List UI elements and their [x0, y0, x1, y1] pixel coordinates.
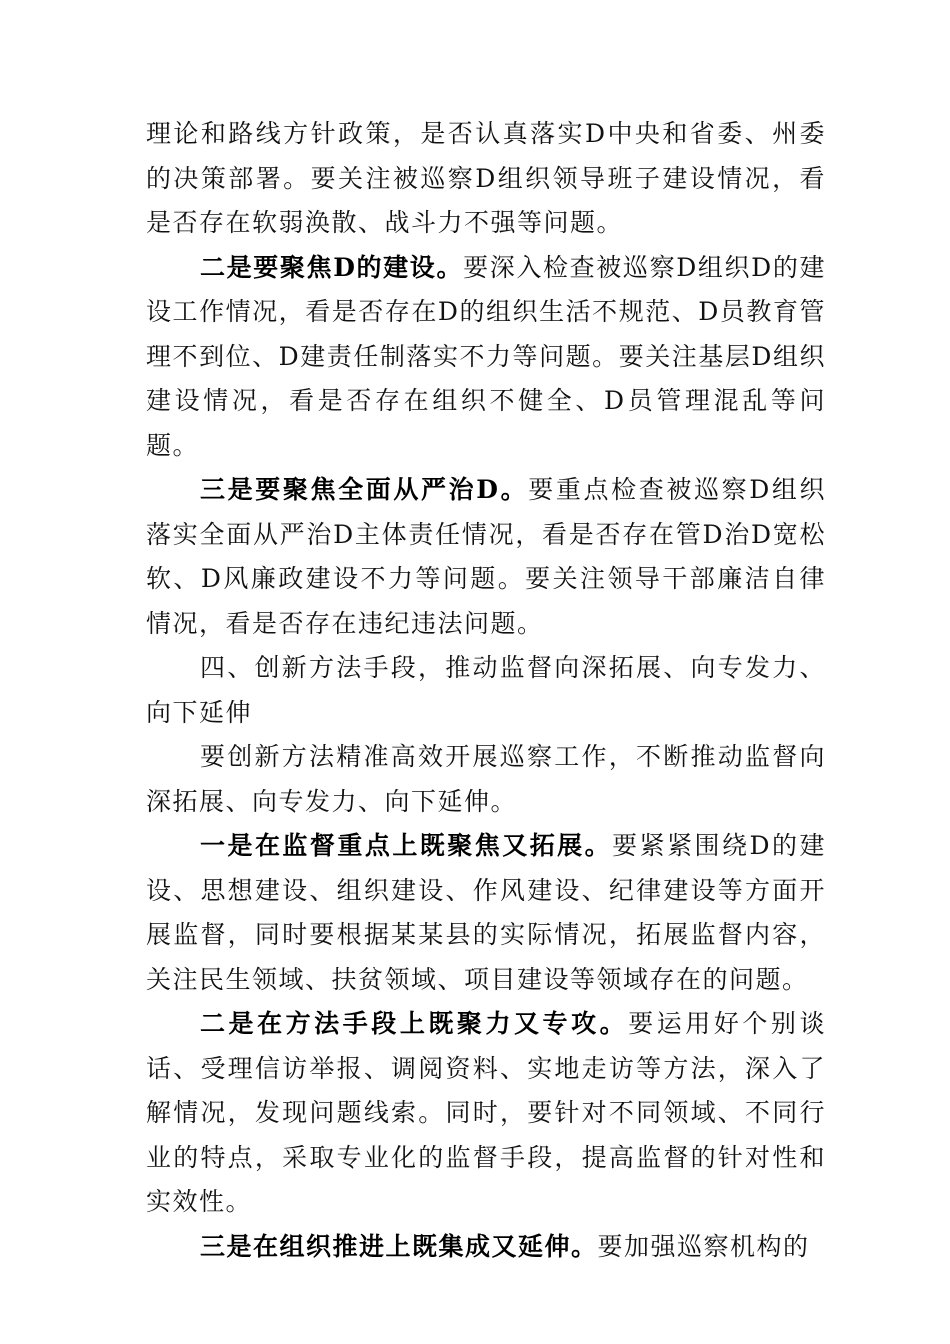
paragraph-text: 要运用好个别谈话、受理信访举报、调阅资料、实地走访等方法，深入了解情况，发现问题线索。同时，要针对不同领域、不同行业的特点，采取专业化的监督手段，提高监督的针对性和实效性。: [146, 1009, 826, 1216]
paragraph-text: 要创新方法精准高效开展巡察工作，不断推动监督向深拓展、向专发力、向下延伸。: [146, 742, 826, 816]
paragraph-text: 要深入检查被巡察D组织D的建设工作情况，看是否存在D的组织生活不规范、D员教育管理不到位、D建责任制落实不力等问题。要关注基层D组织建设情况，看是否存在组织不健全、D员管理混乱等问题。: [146, 252, 827, 460]
section-heading: [146, 646, 826, 735]
paragraph-section-intro: [146, 735, 826, 824]
paragraph-continued: [146, 112, 826, 246]
paragraph-lead: 二是要聚焦D的建设。: [200, 252, 464, 282]
paragraph-lead: 三是要聚焦全面从严治D。: [200, 475, 529, 504]
paragraph-text: 要加强巡察机构的: [597, 1231, 810, 1261]
paragraph-lead: 三是在组织推进上既集成又延伸。: [200, 1231, 598, 1261]
paragraph-lead: 二是在方法手段上既聚力又专攻。: [200, 1009, 629, 1038]
paragraph-party-building: [146, 246, 826, 469]
paragraph-supervision-focus: [146, 824, 826, 1002]
paragraph-text: 理论和路线方针政策，是否认真落实D中央和省委、州委的决策部署。要关注被巡察D组织领导班子建设情况，看是否存在软弱涣散、战斗力不强等问题。: [146, 119, 826, 237]
paragraph-organization: [146, 1225, 826, 1270]
paragraph-text: 四、创新方法手段，推动监督向深拓展、向专发力、向下延伸: [146, 653, 826, 727]
paragraph-methods: [146, 1002, 826, 1225]
document-body: [146, 112, 826, 1269]
paragraph-text: 要紧紧围绕D的建设、思想建设、组织建设、作风建设、纪律建设等方面开展监督，同时要根据某某县的实际情况，拓展监督内容，关注民生领域、扶贫领域、项目建设等领域存在的问题。: [146, 831, 826, 994]
paragraph-strict-governance: [146, 468, 826, 646]
paragraph-lead: 一是在监督重点上既聚焦又拓展。: [200, 831, 613, 860]
paragraph-text: 要重点检查被巡察D组织落实全面从严治D主体责任情况，看是否存在管D治D宽松软、D风廉政建设不力等问题。要关注领导干部廉洁自律情况，看是否存在违纪违法问题。: [146, 475, 827, 638]
